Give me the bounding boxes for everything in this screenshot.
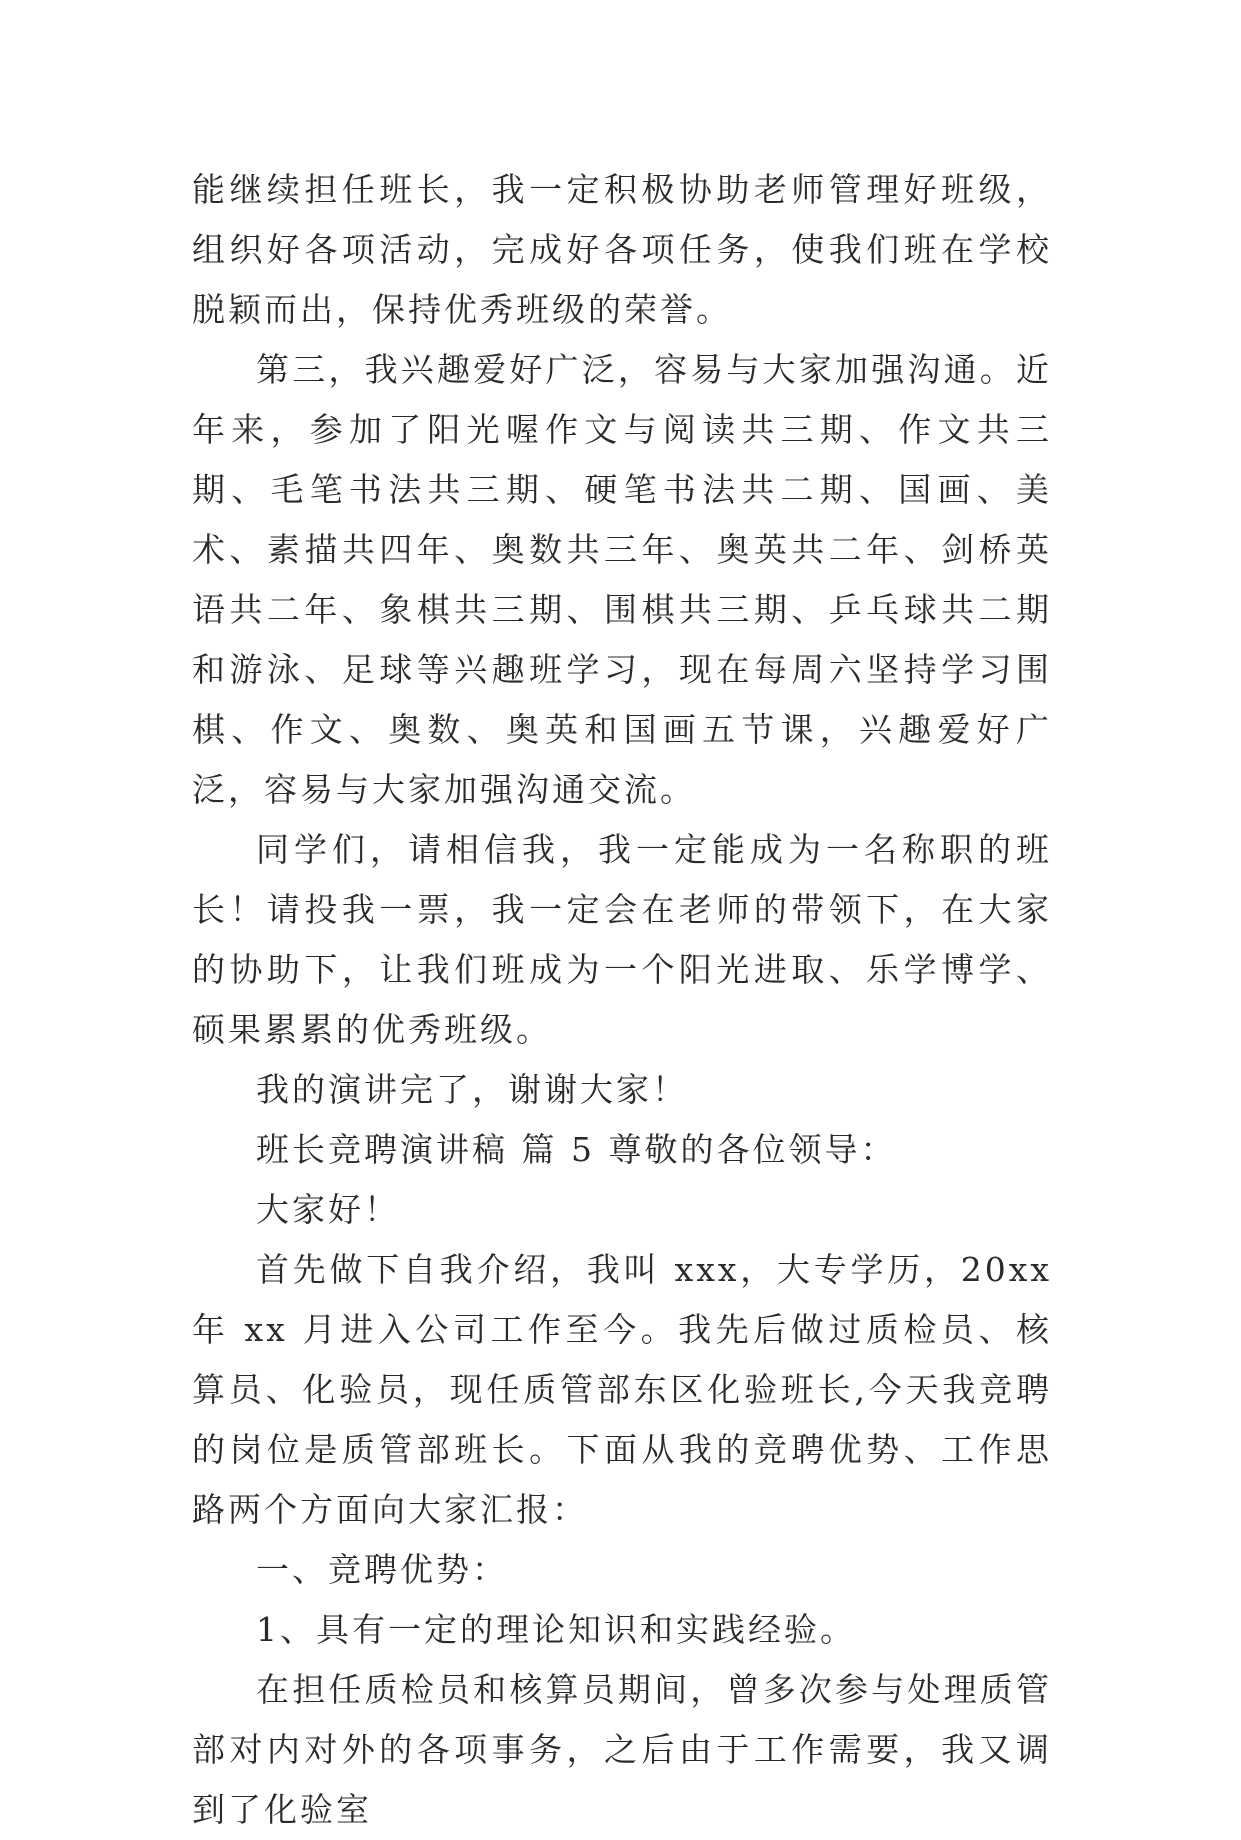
list-item-1: 1、具有一定的理论知识和实践经验。 [256,1610,856,1649]
document-body [192,160,1052,1840]
paragraph-introduction: 首先做下自我介绍，我叫 xxx，大专学历，20xx 年 xx 月进入公司工作至今。我先后做过质检员、核算员、化验员，现任质管部东区化验班长,今天我竞聘的岗位是质管部班长。下面从我的竞聘优势、工作思路两个方面向大家汇报： [192,1250,1052,1529]
paragraph-4: 我的演讲完了，谢谢大家！ [256,1070,688,1109]
paragraph-3: 同学们，请相信我，我一定能成为一名称职的班长！请投我一票，我一定会在老师的带领下，在大家的协助下，让我们班成为一个阳光进取、乐学博学、硕果累累的优秀班级。 [192,830,1052,1049]
paragraph-2: 第三，我兴趣爱好广泛，容易与大家加强沟通。近年来，参加了阳光喔作文与阅读共三期、作文共三期、毛笔书法共三期、硬笔书法共二期、国画、美术、素描共四年、奥数共三年、奥英共二年、剑桥英语共二年、象棋共三期、围棋共三期、乒乓球共二期和游泳、足球等兴趣班学习，现在每周六坚持学习围棋、作文、奥数、奥英和国画五节课，兴趣爱好广泛，容易与大家加强沟通交流。 [192,350,1052,809]
paragraph-1: 能继续担任班长，我一定积极协助老师管理好班级，组织好各项活动，完成好各项任务，使我们班在学校脱颖而出，保持优秀班级的荣誉。 [192,170,1052,329]
section-heading: 班长竞聘演讲稿 篇 5 尊敬的各位领导： [256,1130,897,1169]
paragraph-experience: 在担任质检员和核算员期间，曾多次参与处理质管部对内对外的各项事务，之后由于工作需要，我又调到了化验室 [192,1670,1052,1829]
subheading-advantages: 一、竞聘优势： [256,1550,508,1589]
greeting: 大家好！ [256,1190,400,1229]
